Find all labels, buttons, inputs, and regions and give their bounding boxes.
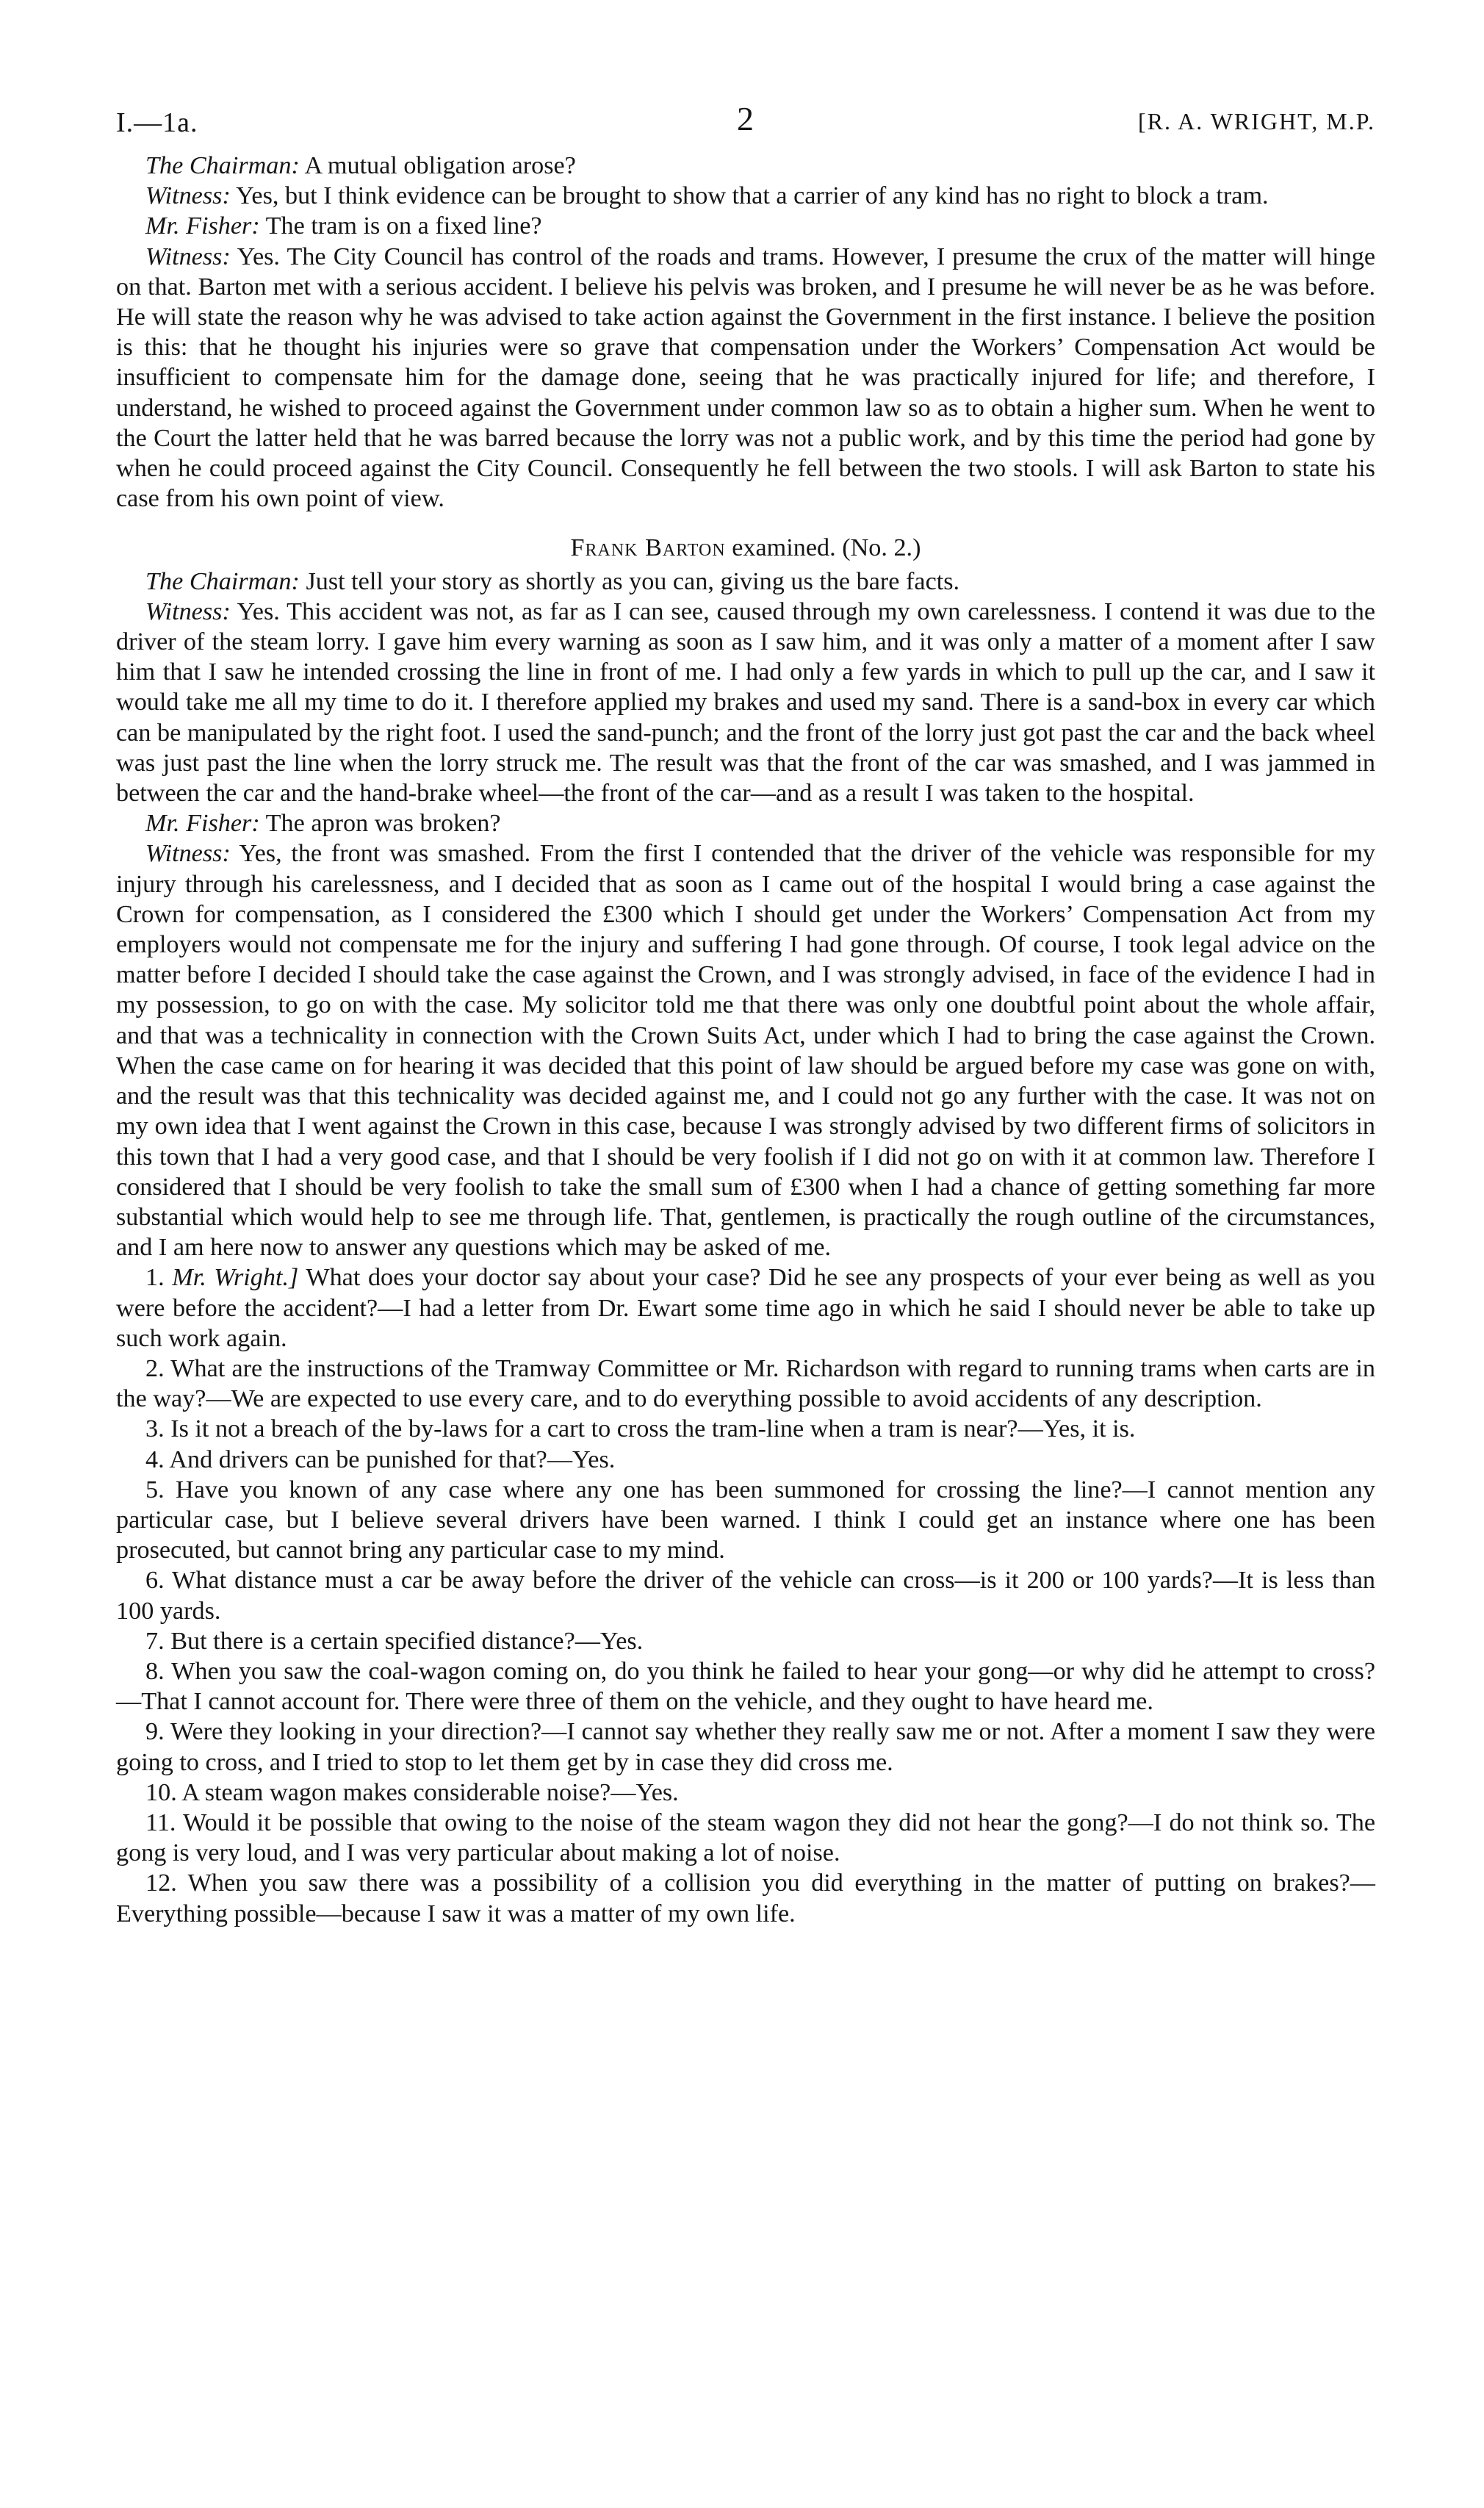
- paragraph-text: Yes, the front was smashed. From the first I contended that the driver of the vehicle was responsible for my injury through his carelessness, and I decided that as soon as I came out of the hospital I would bring a case against the Crown for compensation, as I considered the £300 which I should get under the Workers’ Compensation Act from my employers would not compensate me for the injury and suffering I had gone through. Of course, I took legal advice on the matter before I decided I should take the case against the Crown, and I was strongly advised, in face of the evidence I had in my possession, to go on with the case. My solicitor told me that there was only one doubtful point about the whole affair, and that was a technicality in connection with the Crown Suits Act, under which I had to bring the case against the Crown. When the case came on for hearing it was decided that this point of law should be argued before my case was gone on with, and the result was that this technicality was decided against me, and I could not go any further with the case. It was not on my own idea that I went against the Crown in this case, because I was strongly advised by two different firms of solicitors in this town that I had a very good case, and that I should be very foolish if I did not go on with it at common law. Therefore I considered that I should be very foolish to take the small sum of £300 when I had a chance of getting something far more substantial which would help to see me through life. That, gentlemen, is practically the rough outline of the circumstances, and I am here now to answer any questions which may be asked of me.: [116, 840, 1375, 1262]
- question-paragraph: [116, 1565, 1375, 1625]
- document-reference: I.—1a.: [116, 107, 198, 138]
- question-number: 8.: [145, 1657, 165, 1685]
- dialogue-paragraph: [116, 211, 1375, 241]
- witness-name: Frank Barton: [570, 534, 726, 562]
- question-paragraph: [116, 1656, 1375, 1717]
- speaker-label: Witness:: [145, 840, 231, 868]
- question-paragraph: [116, 1717, 1375, 1777]
- paragraph-text: What does your doctor say about your case? Did he see any prospects of your ever being as well as you were before the accident?—I had a letter from Dr. Ewart some time ago in which he said I should never be able to take up such work again.: [116, 1264, 1375, 1352]
- running-head: [R. A. WRIGHT, M.P.: [1137, 108, 1375, 134]
- dialogue-paragraph: [116, 597, 1375, 808]
- paragraph-text: When you saw there was a possibility of a collision you did everything in the matter of putting on brakes?—Everything possible—because I saw it was a matter of my own life.: [116, 1869, 1375, 1927]
- paragraph-text: What are the instructions of the Tramway Committee or Mr. Richardson with regard to running trams when carts are in the way?—We are expected to use every care, and to do everything possible to avoid accidents of any description.: [116, 1354, 1375, 1413]
- paragraph-text: What distance must a car be away before the driver of the vehicle can cross—is it 200 or 100 yards?—It is less than 100 yards.: [116, 1567, 1375, 1625]
- question-number: 4.: [145, 1445, 165, 1473]
- question-number: 11.: [145, 1808, 176, 1836]
- question-paragraph: [116, 1414, 1375, 1444]
- speaker-label: Mr. Wright.]: [164, 1264, 299, 1292]
- preamble-section: [116, 151, 1375, 514]
- question-paragraph: [116, 1778, 1375, 1808]
- question-number: 7.: [145, 1627, 165, 1655]
- question-number: 2.: [145, 1354, 165, 1382]
- question-number: 3.: [145, 1415, 165, 1443]
- paragraph-text: Would it be possible that owing to the noise of the steam wagon they did not hear the gong?—I do not think so. The gong is very loud, and I was very particular about making a lot of noise.: [116, 1808, 1375, 1867]
- questions-section: [116, 1262, 1375, 1928]
- paragraph-text: Just tell your story as shortly as you can, giving us the bare facts.: [299, 567, 960, 595]
- question-paragraph: [116, 1262, 1375, 1354]
- paragraph-text: But there is a certain specified distance?—Yes.: [164, 1627, 644, 1655]
- document-body: [116, 151, 1375, 1929]
- speaker-label: Mr. Fisher:: [145, 212, 260, 240]
- question-paragraph: [116, 1475, 1375, 1566]
- question-paragraph: [116, 1868, 1375, 1928]
- paragraph-text: The apron was broken?: [259, 810, 501, 838]
- section-heading: [116, 533, 1375, 563]
- paragraph-text: And drivers can be punished for that?—Yes.: [164, 1445, 616, 1473]
- paragraph-text: Yes. The City Council has control of the roads and trams. However, I presume the crux of the matter will hinge on that. Barton met with a serious accident. I believe his pelvis was broken, and I presume he will never be as he was before. He will state the reason why he was advised to take action against the Government in the first instance. I believe the position is this: that he thought his injuries were so grave that compensation under the Workers’ Compensation Act would be insufficient to compensate him for the damage done, seeing that he was practically injured for life; and therefore, I understand, he wished to proceed against the Government under common law so as to obtain a higher sum. When he went to the Court the latter held that he was barred because the lorry was not a public work, and by this time the period had gone by when he could proceed against the City Council. Consequently he fell between the two stools. I will ask Barton to state his case from his own point of view.: [116, 242, 1375, 513]
- speaker-label: The Chairman:: [145, 567, 300, 595]
- page-number: 2: [737, 100, 754, 137]
- question-number: 9.: [145, 1718, 165, 1746]
- question-paragraph: [116, 1445, 1375, 1475]
- speaker-label: Mr. Fisher:: [145, 810, 260, 838]
- question-paragraph: [116, 1354, 1375, 1414]
- speaker-label: Witness:: [145, 242, 231, 270]
- paragraph-text: When you saw the coal-wagon coming on, do you think he failed to hear your gong—or why did he attempt to cross?—That I cannot account for. There were three of them on the vehicle, and they ought to have heard me.: [116, 1657, 1375, 1716]
- question-number: 10.: [145, 1778, 177, 1806]
- page-header: [116, 99, 1375, 151]
- question-number: 12.: [145, 1869, 177, 1897]
- question-paragraph: [116, 1626, 1375, 1656]
- paragraph-text: Yes, but I think evidence can be brought to show that a carrier of any kind has no right to block a tram.: [230, 182, 1269, 210]
- dialogue-paragraph: [116, 567, 1375, 597]
- paragraph-text: Is it not a breach of the by-laws for a cart to cross the tram-line when a tram is near?—Yes, it is.: [164, 1415, 1136, 1443]
- question-paragraph: [116, 1808, 1375, 1868]
- paragraph-text: Yes. This accident was not, as far as I can see, caused through my own carelessness. I contend it was due to the driver of the steam lorry. I gave him every warning as soon as I saw him, and it was only a matter of a moment after I saw him that I saw he intended crossing the line in front of me. I had only a few yards in which to pull up the car, and I saw it would take me all my time to do it. I therefore applied my brakes and used my sand. There is a sand-box in every car which can be manipulated by the right foot. I used the sand-punch; and the front of the lorry just got past the car and the back wheel was just past the line when the lorry struck me. The result was that the front of the car was smashed, and I was jammed in between the car and the hand-brake wheel—the front of the car—and as a result I was taken to the hospital.: [116, 597, 1375, 808]
- question-number: 5.: [145, 1476, 165, 1503]
- section-suffix: examined. (No. 2.): [725, 534, 921, 562]
- question-number: 6.: [145, 1567, 165, 1595]
- paragraph-text: A steam wagon makes considerable noise?—Yes.: [176, 1778, 679, 1806]
- question-number: 1.: [145, 1264, 165, 1292]
- dialogue-paragraph: [116, 838, 1375, 1262]
- paragraph-text: The tram is on a fixed line?: [259, 212, 542, 240]
- dialogue-paragraph: [116, 181, 1375, 211]
- paragraph-text: Have you known of any case where any one has been summoned for crossing the line?—I cannot mention any particular case, but I believe several drivers have been warned. I think I could get an instance where one has been prosecuted, but cannot bring any particular case to my mind.: [116, 1476, 1375, 1564]
- dialogue-paragraph: [116, 151, 1375, 181]
- dialogue-paragraph: [116, 242, 1375, 514]
- paragraph-text: A mutual obligation arose?: [299, 152, 576, 179]
- speaker-label: Witness:: [145, 597, 231, 625]
- speaker-label: The Chairman:: [145, 152, 300, 179]
- testimony-section: [116, 567, 1375, 1263]
- speaker-label: Witness:: [145, 182, 231, 210]
- dialogue-paragraph: [116, 808, 1375, 838]
- paragraph-text: Were they looking in your direction?—I cannot say whether they really saw me or not. After a moment I saw they were going to cross, and I tried to stop to let them get by in case they did cross me.: [116, 1718, 1375, 1776]
